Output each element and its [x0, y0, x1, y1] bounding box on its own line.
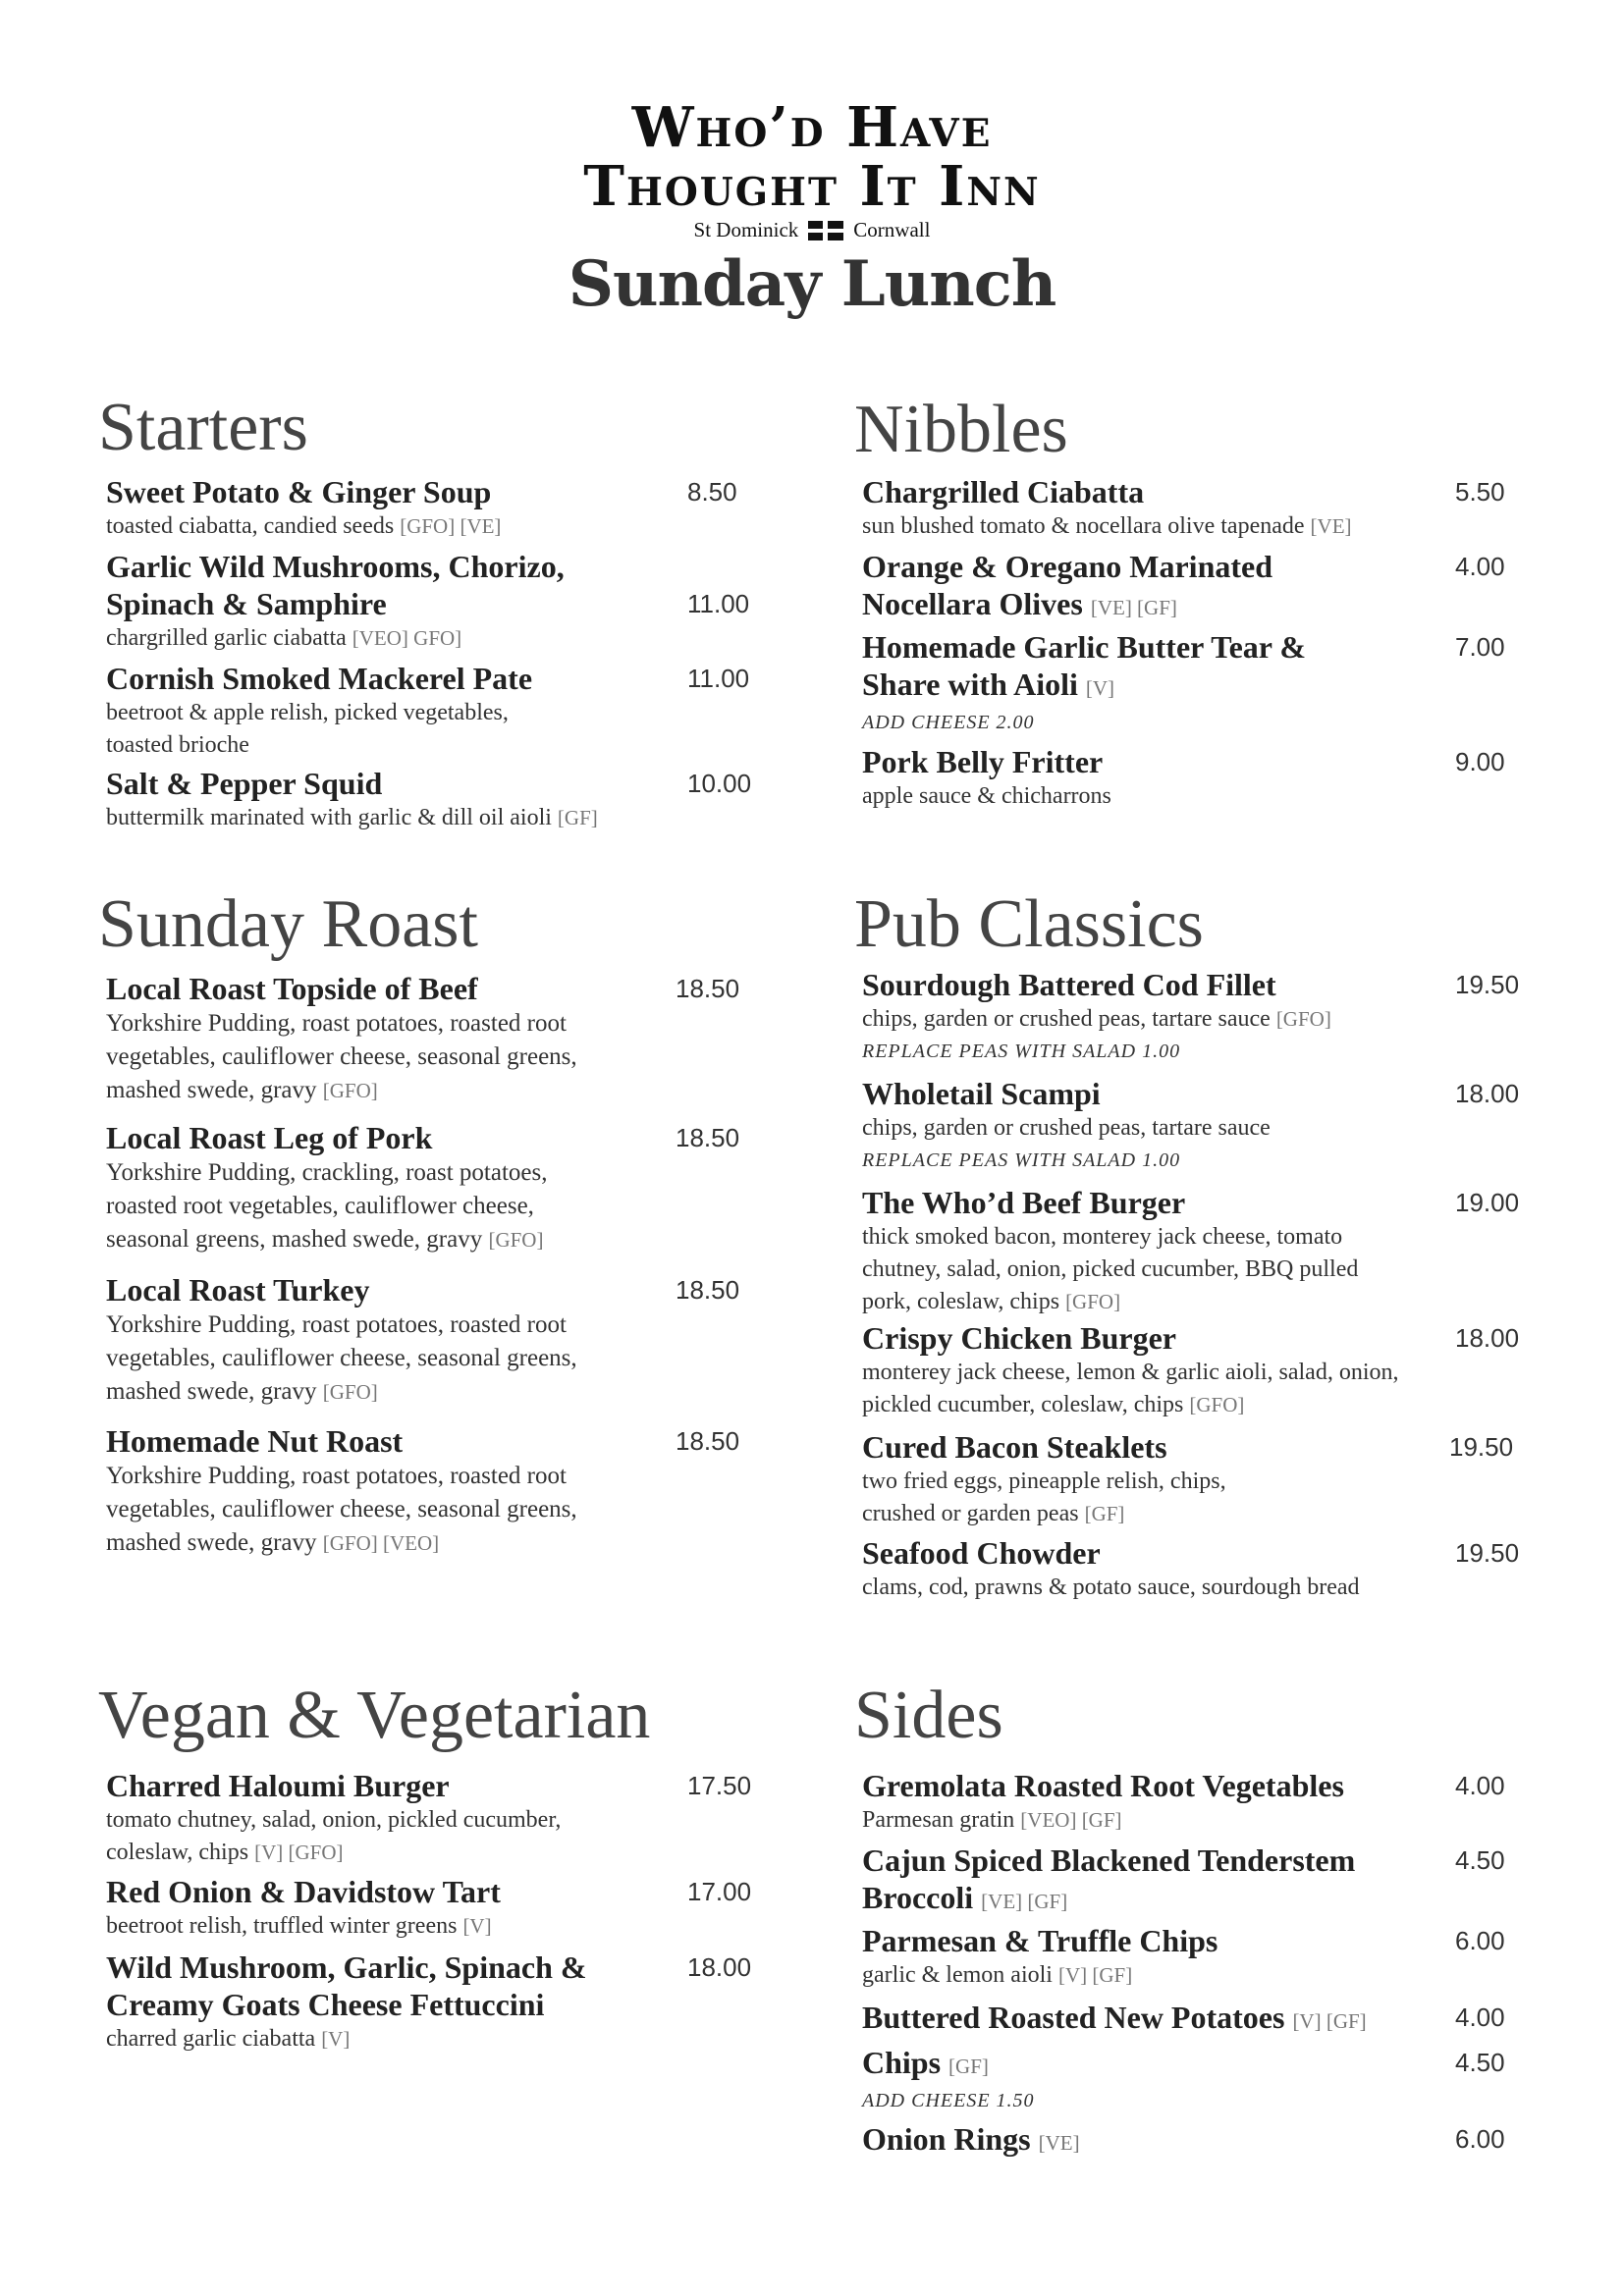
item-name: Chips [GF]: [862, 2045, 989, 2080]
section-title-sunday-roast: Sunday Roast: [98, 886, 478, 962]
menu-item: [862, 1767, 1510, 1837]
item-price: 4.00: [1455, 2002, 1505, 2032]
section-title-sides: Sides: [854, 1678, 1003, 1753]
menu-item: [106, 1422, 754, 1560]
item-price: 19.50: [1455, 970, 1520, 999]
menu-item: [106, 1873, 754, 1943]
menu-item: [862, 1842, 1510, 1920]
section-title-vegan-vegetarian: Vegan & Vegetarian: [98, 1678, 651, 1753]
item-price: 4.50: [1455, 2048, 1505, 2077]
item-price: 4.50: [1455, 1845, 1505, 1875]
section-title-pub-classics: Pub Classics: [854, 886, 1204, 962]
brand-name-line-1: Who’d Have: [631, 95, 993, 160]
menu-item: [862, 2120, 1510, 2162]
item-desc: Yorkshire Pudding, crackling, roast potatoes, roasted root vegetables, cauliflower cheese, seasonal greens, mashed swede, gravy [GFO]: [106, 1159, 548, 1253]
item-price: 17.50: [687, 1771, 752, 1800]
item-name: Charred Haloumi Burger: [106, 1768, 450, 1803]
item-name: Cajun Spiced Blackened Tenderstem: [862, 1842, 1356, 1878]
menu-item: [862, 1428, 1514, 1530]
brand-name-line-2: Thought It Inn: [583, 154, 1041, 219]
item-name: Seafood Chowder: [862, 1535, 1101, 1571]
item-price: 19.50: [1449, 1432, 1514, 1462]
item-desc: monterey jack cheese, lemon & garlic aioli, salad, onion, pickled cucumber, coleslaw, chips [GFO]: [862, 1360, 1399, 1417]
item-name: Garlic Wild Mushrooms, Chorizo, Spinach & Samphire: [106, 549, 565, 621]
item-desc: beetroot & apple relish, picked vegetables, toasted brioche: [106, 700, 509, 758]
item-desc: chips, garden or crushed peas, tartare sauce: [862, 1115, 1271, 1141]
menu-item: [862, 966, 1520, 1067]
menu-item: [862, 1999, 1510, 2040]
item-name: Pork Belly Fritter: [862, 744, 1104, 779]
item-price: 18.50: [676, 974, 740, 1003]
item-price: 11.00: [687, 589, 750, 618]
item-desc: thick smoked bacon, monterey jack cheese, tomato chutney, salad, onion, picked cucumber, BBQ pulled pork, coleslaw, chips [GFO]: [862, 1224, 1359, 1314]
menu-item: [862, 1184, 1520, 1318]
item-price: 6.00: [1455, 1926, 1505, 1955]
item-name: Gremolata Roasted Root Vegetables: [862, 1768, 1344, 1803]
item-note: REPLACE PEAS WITH SALAD 1.00: [862, 1149, 1181, 1171]
item-name: Red Onion & Davidstow Tart: [106, 1874, 501, 1909]
item-price: 18.00: [1455, 1323, 1520, 1353]
menu-item: [106, 970, 754, 1107]
item-name: The Who’d Beef Burger: [862, 1185, 1186, 1220]
section-title-nibbles: Nibbles: [854, 392, 1068, 467]
item-name: Homemade Garlic Butter Tear &: [862, 629, 1307, 665]
item-name: Sweet Potato & Ginger Soup: [106, 474, 492, 509]
menu-item: [862, 1075, 1520, 1176]
item-desc: tomato chutney, salad, onion, pickled cucumber, coleslaw, chips [V] [GFO]: [106, 1807, 562, 1865]
item-price: 18.50: [676, 1426, 740, 1456]
item-price: 8.50: [687, 477, 737, 507]
item-desc: beetroot relish, truffled winter greens [V]: [106, 1913, 492, 1939]
menu-item: [106, 1767, 754, 1869]
item-name: Wild Mushroom, Garlic, Spinach & Creamy Goats Cheese Fettuccini: [106, 1949, 587, 2022]
item-desc: apple sauce & chicharrons: [862, 783, 1111, 809]
item-price: 5.50: [1455, 477, 1505, 507]
item-note: REPLACE PEAS WITH SALAD 1.00: [862, 1041, 1181, 1062]
item-name: Chargrilled Ciabatta: [862, 474, 1145, 509]
menu-item: [106, 548, 754, 655]
brand-header: [0, 95, 1624, 242]
item-name: Wholetail Scampi: [862, 1076, 1101, 1111]
item-price: 7.00: [1455, 632, 1505, 662]
menu-item: [106, 765, 754, 834]
menu-item: [862, 1922, 1510, 1992]
item-name: Salt & Pepper Squid: [106, 766, 383, 801]
section-title-starters: Starters: [98, 390, 308, 465]
item-price: 4.00: [1455, 552, 1505, 581]
item-price: 18.50: [676, 1275, 740, 1305]
menu-item: [106, 660, 754, 762]
item-desc: Parmesan gratin [VEO] [GF]: [862, 1807, 1122, 1833]
item-price: 19.00: [1455, 1188, 1520, 1217]
item-price: 18.00: [1455, 1079, 1520, 1108]
item-name-line-2: Share with Aioli [V]: [862, 667, 1115, 702]
menu-item: [106, 1271, 754, 1409]
item-price: 9.00: [1455, 747, 1505, 776]
item-desc: Yorkshire Pudding, roast potatoes, roasted root vegetables, cauliflower cheese, seasonal greens, mashed swede, gravy [GFO] [VEO]: [106, 1463, 577, 1556]
item-note: ADD CHEESE 2.00: [862, 712, 1035, 733]
item-name-line-2: Nocellara Olives [VE] [GF]: [862, 586, 1177, 621]
item-desc: clams, cod, prawns & potato sauce, sourdough bread: [862, 1575, 1360, 1600]
item-name: Orange & Oregano Marinated: [862, 549, 1273, 584]
item-desc: sun blushed tomato & nocellara olive tapenade [VE]: [862, 513, 1352, 539]
location-right: Cornwall: [853, 218, 931, 241]
item-name: Buttered Roasted New Potatoes [V] [GF]: [862, 2000, 1367, 2035]
item-desc: two fried eggs, pineapple relish, chips, crushed or garden peas [GF]: [862, 1468, 1226, 1526]
item-desc: garlic & lemon aioli [V] [GF]: [862, 1962, 1133, 1988]
item-note: ADD CHEESE 1.50: [862, 2090, 1035, 2111]
menu-item: [862, 1534, 1520, 1604]
item-price: 6.00: [1455, 2124, 1505, 2154]
item-name: Local Roast Topside of Beef: [106, 971, 478, 1006]
item-desc: Yorkshire Pudding, roast potatoes, roasted root vegetables, cauliflower cheese, seasonal greens, mashed swede, gravy [GFO]: [106, 1010, 577, 1103]
menu-item: [862, 2044, 1510, 2116]
item-desc: chargrilled garlic ciabatta [VEO] GFO]: [106, 625, 462, 651]
item-name: Cured Bacon Steaklets: [862, 1429, 1167, 1465]
menu-item: [106, 1119, 754, 1256]
menu-item: [862, 473, 1510, 543]
item-name: Local Roast Leg of Pork: [106, 1120, 433, 1155]
menu-title: Sunday Lunch: [568, 247, 1056, 321]
item-name: Sourdough Battered Cod Fillet: [862, 967, 1276, 1002]
item-price: 18.00: [687, 1952, 752, 1982]
menu-item: [862, 743, 1510, 813]
item-price: 17.00: [687, 1877, 752, 1906]
brand-location: [0, 218, 1624, 242]
item-desc: buttermilk marinated with garlic & dill oil aioli [GF]: [106, 805, 598, 830]
menu-item: [862, 548, 1510, 626]
item-price: 11.00: [687, 664, 750, 693]
item-desc: toasted ciabatta, candied seeds [GFO] [VE]: [106, 513, 502, 539]
item-desc: Yorkshire Pudding, roast potatoes, roasted root vegetables, cauliflower cheese, seasonal greens, mashed swede, gravy [GFO]: [106, 1311, 577, 1405]
item-price: 18.50: [676, 1123, 740, 1152]
item-price: 4.00: [1455, 1771, 1505, 1800]
menu-item: [106, 473, 754, 543]
item-price: 19.50: [1455, 1538, 1520, 1568]
item-name-line-2: Broccoli [VE] [GF]: [862, 1880, 1068, 1915]
item-desc: chips, garden or crushed peas, tartare sauce [GFO]: [862, 1006, 1331, 1032]
item-name: Crispy Chicken Burger: [862, 1320, 1176, 1356]
item-name: Cornish Smoked Mackerel Pate: [106, 661, 533, 696]
item-name: Onion Rings [VE]: [862, 2121, 1080, 2157]
menu-item: [862, 1319, 1520, 1421]
item-price: 10.00: [687, 769, 752, 798]
menu-item: [862, 628, 1510, 738]
menu-item: [106, 1949, 754, 2056]
item-name: Local Roast Turkey: [106, 1272, 370, 1308]
item-name: Parmesan & Truffle Chips: [862, 1923, 1218, 1958]
item-name: Homemade Nut Roast: [106, 1423, 404, 1459]
cornish-flag-icon: [808, 221, 843, 240]
location-left: St Dominick: [693, 218, 799, 241]
item-desc: charred garlic ciabatta [V]: [106, 2026, 351, 2052]
